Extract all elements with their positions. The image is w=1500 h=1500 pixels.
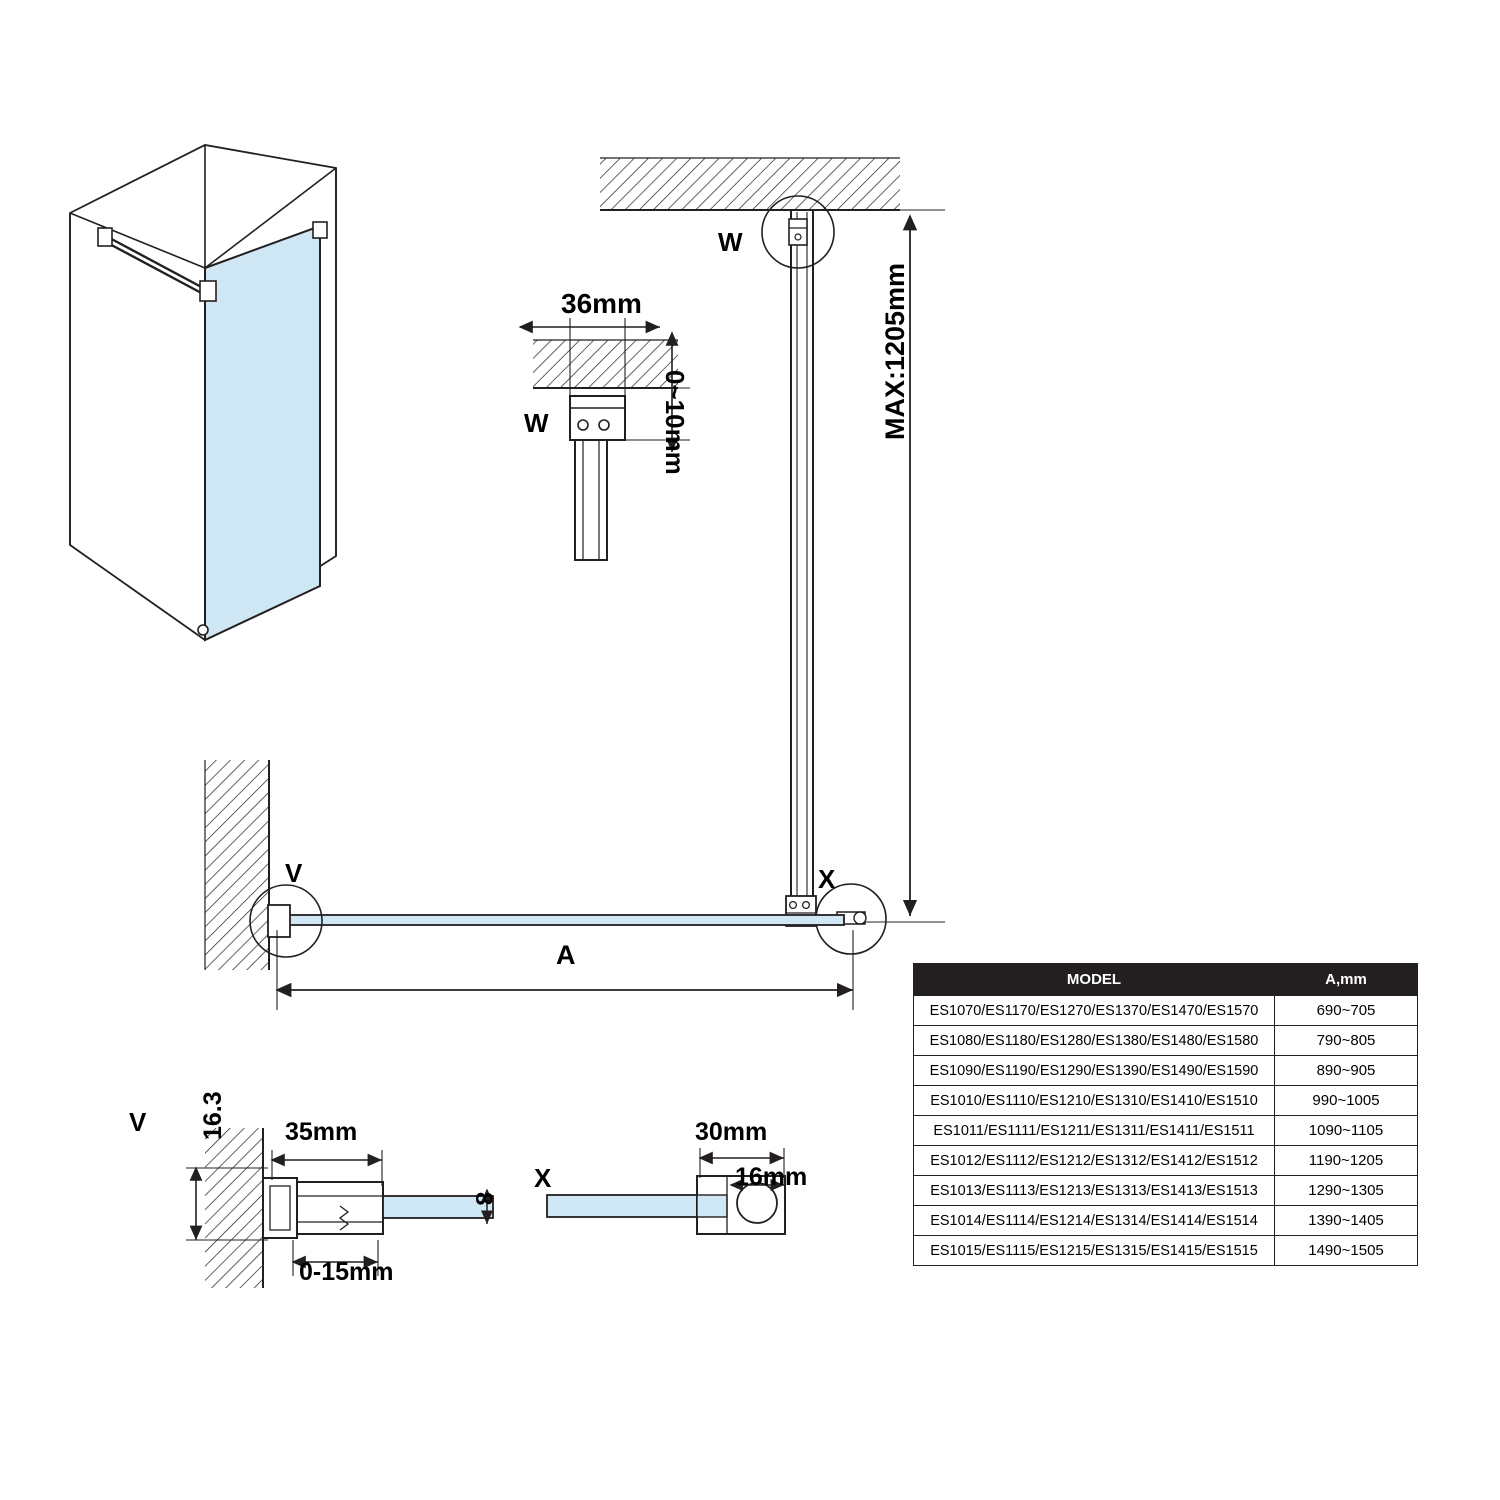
table-row bbox=[914, 1176, 1418, 1206]
table-row bbox=[914, 1086, 1418, 1116]
cell-model: ES1014/ES1114/ES1214/ES1314/ES1414/ES1514 bbox=[914, 1206, 1275, 1236]
cell-a: 1290~1305 bbox=[1275, 1176, 1418, 1206]
cell-a: 1390~1405 bbox=[1275, 1206, 1418, 1236]
dimension-35mm: 35mm bbox=[285, 1118, 358, 1146]
table-row bbox=[914, 996, 1418, 1026]
cell-a: 890~905 bbox=[1275, 1056, 1418, 1086]
dimension-16mm: 16mm bbox=[735, 1163, 808, 1191]
cell-model: ES1090/ES1190/ES1290/ES1390/ES1490/ES1590 bbox=[914, 1056, 1275, 1086]
label-v-detail: V bbox=[129, 1107, 147, 1137]
label-x-detail: X bbox=[534, 1163, 552, 1193]
cell-model: ES1070/ES1170/ES1270/ES1370/ES1470/ES1570 bbox=[914, 996, 1275, 1026]
label-w-elevation: W bbox=[718, 227, 743, 257]
label-w-detail: W bbox=[524, 408, 549, 438]
table-row bbox=[914, 1206, 1418, 1236]
table-body bbox=[914, 996, 1418, 1266]
label-v-plan: V bbox=[285, 858, 303, 888]
cell-model: ES1010/ES1110/ES1210/ES1310/ES1410/ES1510 bbox=[914, 1086, 1275, 1116]
cell-model: ES1012/ES1112/ES1212/ES1312/ES1412/ES1512 bbox=[914, 1146, 1275, 1176]
table-header-row bbox=[914, 964, 1418, 996]
table-row bbox=[914, 1056, 1418, 1086]
header-a: A,mm bbox=[1275, 964, 1418, 996]
dimension-max-height: MAX:1205mm bbox=[880, 262, 910, 440]
cell-model: ES1015/ES1115/ES1215/ES1315/ES1415/ES1515 bbox=[914, 1236, 1275, 1266]
cell-a: 1490~1505 bbox=[1275, 1236, 1418, 1266]
cell-a: 790~805 bbox=[1275, 1026, 1418, 1056]
table-row bbox=[914, 1146, 1418, 1176]
header-model: MODEL bbox=[914, 964, 1275, 996]
dimension-0-15mm: 0-15mm bbox=[299, 1258, 394, 1286]
dimension-0-10mm: 0~10mm bbox=[660, 370, 690, 475]
cell-a: 1190~1205 bbox=[1275, 1146, 1418, 1176]
dimension-16-3: 16.3 bbox=[199, 1091, 227, 1140]
cell-a: 990~1005 bbox=[1275, 1086, 1418, 1116]
model-spec-table bbox=[913, 963, 1418, 1266]
cell-a: 1090~1105 bbox=[1275, 1116, 1418, 1146]
dimension-36mm: 36mm bbox=[561, 288, 642, 319]
table-row bbox=[914, 1026, 1418, 1056]
cell-model: ES1011/ES1111/ES1211/ES1311/ES1411/ES1511 bbox=[914, 1116, 1275, 1146]
iso-room-view bbox=[70, 145, 336, 640]
dimension-30mm: 30mm bbox=[695, 1118, 768, 1146]
cell-model: ES1080/ES1180/ES1280/ES1380/ES1480/ES1580 bbox=[914, 1026, 1275, 1056]
dimension-a: A bbox=[556, 940, 576, 970]
label-x-plan: X bbox=[818, 864, 836, 894]
table-row bbox=[914, 1236, 1418, 1266]
cell-model: ES1013/ES1113/ES1213/ES1313/ES1413/ES1513 bbox=[914, 1176, 1275, 1206]
cell-a: 690~705 bbox=[1275, 996, 1418, 1026]
table-row bbox=[914, 1116, 1418, 1146]
dimension-8: 8 bbox=[470, 1192, 497, 1206]
